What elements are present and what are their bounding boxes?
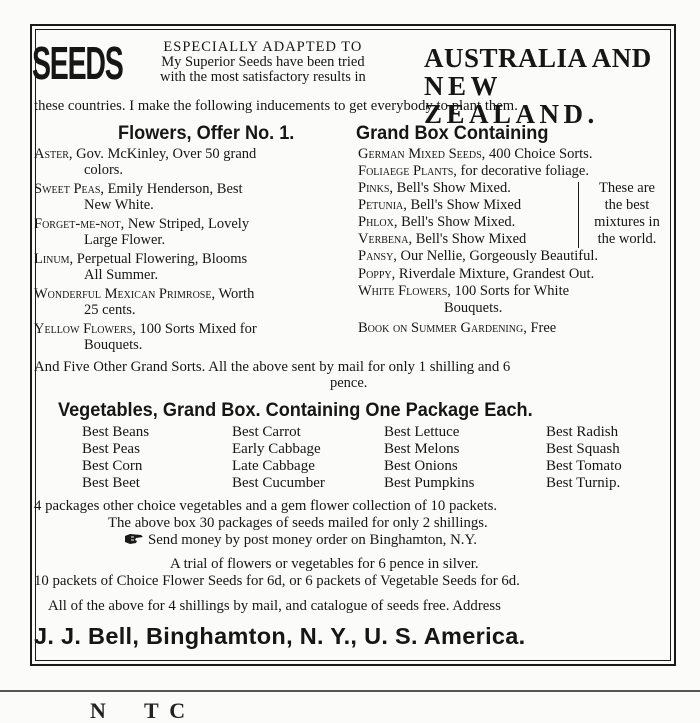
flower-item: Forget-me-not, New Striped, Lovely (34, 216, 250, 232)
flower-item-cont: 25 cents. (84, 302, 136, 318)
country-headline (424, 44, 674, 128)
all-above-line: All of the above for 4 shillings by mail, and catalogue of seeds free. Address (48, 598, 501, 614)
trial-line: A trial of flowers or vegetables for 6 pence in silver. (170, 556, 479, 572)
results-line: with the most satisfactory results in (160, 69, 366, 85)
header-intro (160, 40, 366, 85)
advertisement-box (30, 24, 676, 666)
packages-line: 4 packages other choice vegetables and a gem flower collection of 10 packets. (34, 498, 498, 514)
note-line: the world. (597, 231, 657, 247)
flowers-title: Flowers, Offer No. 1. (118, 122, 295, 144)
vegetable-item: Late Cabbage (232, 458, 315, 474)
note-line: These are (599, 180, 655, 196)
vegetables-col-1 (82, 424, 149, 492)
tried-line: My Superior Seeds have been tried (161, 54, 365, 70)
seeds-headline: SEEDS (32, 37, 123, 89)
vegetable-item: Best Radish (546, 424, 619, 440)
vegetables-col-2 (232, 424, 325, 492)
vegetables-col-4 (546, 424, 622, 492)
bracket-note (580, 180, 674, 248)
flower-item: Yellow Flowers, 100 Sorts Mixed for (34, 321, 257, 337)
note-line: the best (604, 197, 650, 213)
vegetable-item: Best Melons (384, 441, 460, 457)
countries-line: these countries. I make the following inducements to get everybody to plant them. (34, 98, 518, 114)
vegetable-item: Best Pumpkins (384, 475, 475, 491)
next-ad-fragment: N T C (90, 698, 186, 723)
pointing-hand-icon (124, 533, 144, 545)
vegetable-item: Best Carrot (232, 424, 301, 440)
grand-item-petunia: Petunia, Bell's Show Mixed (358, 197, 522, 213)
five-other-line-cont: pence. (330, 375, 368, 391)
vegetable-item: Best Onions (384, 458, 458, 474)
send-money-line (124, 532, 477, 548)
flower-item-cont: All Summer. (84, 267, 159, 283)
grand-item-verbena: Verbena, Bell's Show Mixed (358, 231, 527, 247)
flower-item: Linum, Perpetual Flowering, Blooms (34, 251, 248, 267)
grand-item-poppy: Poppy, Riverdale Mixture, Grandest Out. (358, 266, 595, 282)
column-rule (0, 690, 700, 692)
grand-item-german: German Mixed Seeds, 400 Choice Sorts. (358, 146, 593, 162)
grand-item-phlox: Phlox, Bell's Show Mixed. (358, 214, 516, 230)
send-money-text: Send money by post money order on Binghamton, N.Y. (148, 532, 477, 548)
vegetable-item: Best Cucumber (232, 475, 325, 491)
grand-item-foliage: Foliaege Plants, for decorative foliage. (358, 163, 589, 179)
vegetable-item: Best Turnip. (546, 475, 621, 491)
vegetable-item: Best Corn (82, 458, 143, 474)
advertiser-name: J. J. Bell, Binghamton, N. Y., U. S. America. (34, 623, 526, 649)
flower-item: Sweet Peas, Emily Henderson, Best (34, 181, 243, 197)
flower-item-cont: New White. (84, 197, 154, 213)
bracket-divider (578, 182, 579, 248)
vegetable-item: Early Cabbage (232, 441, 321, 457)
vegetable-item: Best Beans (82, 424, 150, 440)
australia-text: AUSTRALIA AND (424, 43, 652, 73)
vegetable-item: Best Lettuce (384, 424, 460, 440)
especially-line: ESPECIALLY ADAPTED TO (163, 39, 363, 55)
flower-item: Wonderful Mexican Primrose, Worth (34, 286, 255, 302)
grand-item-white: White Flowers, 100 Sorts for White (358, 283, 570, 299)
vegetables-col-3 (384, 424, 474, 492)
grand-box-title: Grand Box Containing (356, 122, 549, 144)
grand-item-book: Book on Summer Gardening, Free (358, 320, 557, 336)
ten-packets-line: 10 packets of Choice Flower Seeds for 6d, or 6 packets of Vegetable Seeds for 6d. (34, 573, 520, 589)
flower-item-cont: colors. (84, 162, 124, 178)
grand-item-pinks: Pinks, Bell's Show Mixed. (358, 180, 511, 196)
vegetables-title: Vegetables, Grand Box. Containing One Package Each. (58, 399, 533, 421)
flower-item-cont: Large Flower. (84, 232, 166, 248)
five-other-line: And Five Other Grand Sorts. All the above sent by mail for only 1 shilling and 6 (34, 359, 511, 375)
above-box-line: The above box 30 packages of seeds mailed for only 2 shillings. (108, 515, 488, 531)
new-zealand-text: NEW ZEALAND. (424, 71, 599, 129)
vegetable-item: Best Beet (82, 475, 140, 491)
flower-item-cont: Bouquets. (84, 337, 143, 353)
flower-item: Aster, Gov. McKinley, Over 50 grand (34, 146, 257, 162)
note-line: mixtures in (594, 214, 660, 230)
vegetable-item: Best Squash (546, 441, 620, 457)
grand-item-white-cont: Bouquets. (444, 300, 503, 316)
vegetable-item: Best Peas (82, 441, 140, 457)
grand-item-pansy: Pansy, Our Nellie, Gorgeously Beautiful. (358, 248, 599, 264)
vegetable-item: Best Tomato (546, 458, 622, 474)
